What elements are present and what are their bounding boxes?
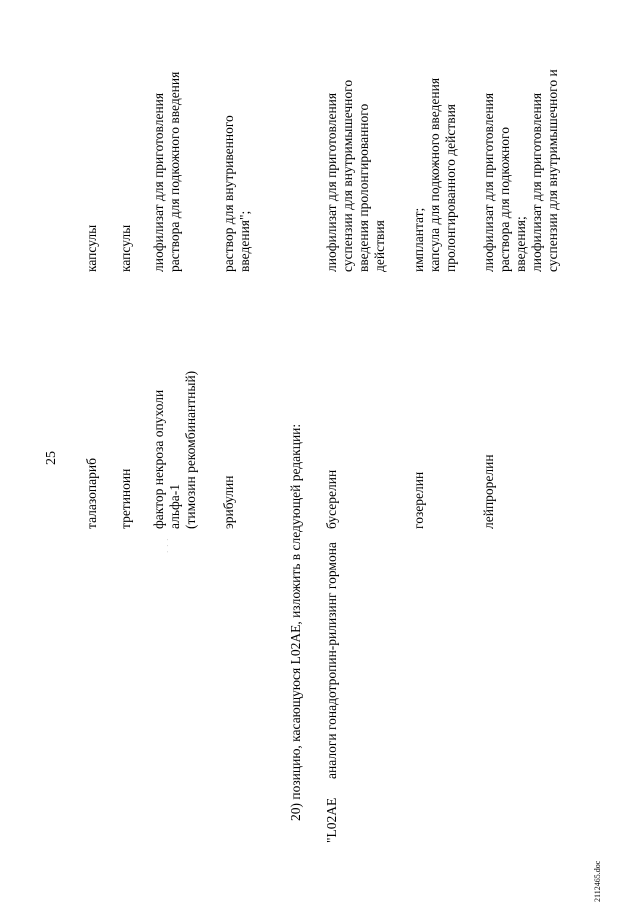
drug-name-talazoparib: талазопариб (84, 458, 99, 529)
drug-name-leuprorelin: лейпрорелин (481, 454, 496, 529)
drug-name-buserelin: бусерелин (324, 469, 339, 529)
dosage-form-tnf-alpha: лиофилизат для приготовления раствора для подкожного введения (151, 71, 182, 272)
footer-filename: 2112465.doc (593, 860, 602, 902)
dosage-form-talazoparib: капсулы (84, 224, 99, 272)
dosage-form-leuprorelin: лиофилизат для приготовления раствора для подкожного введения; лиофилизат для приготовления суспензии для внутримышечного и (481, 69, 560, 272)
instruction-item-20: 20) позицию, касающуюся L02AE, изложить в следующей редакции: (288, 423, 303, 821)
drug-name-eribulin: эрибулин (221, 475, 236, 529)
dosage-form-tretinoin: капсулы (118, 224, 133, 272)
atc-group-name: аналоги гонадотропин-рилизинг гормона (324, 542, 339, 779)
dosage-form-eribulin: раствор для внутривенного введения"; (221, 115, 252, 272)
drug-name-tnf-alpha: фактор некроза опухоли альфа-1 (тимозин рекомбинантный) (151, 370, 198, 529)
dosage-form-buserelin: лиофилизат для приготовления суспензии для внутримышечного введения пролонгированного действия (324, 79, 387, 272)
scan-artifact: · · · (164, 537, 172, 553)
page-number: 25 (44, 451, 59, 465)
atc-code: "L02AE (324, 797, 339, 843)
dosage-form-goserelin: имплантат; капсула для подкожного введения пролонгированного действия (411, 77, 458, 272)
drug-name-goserelin: гозерелин (411, 471, 426, 529)
drug-name-tretinoin: третиноин (118, 468, 133, 529)
